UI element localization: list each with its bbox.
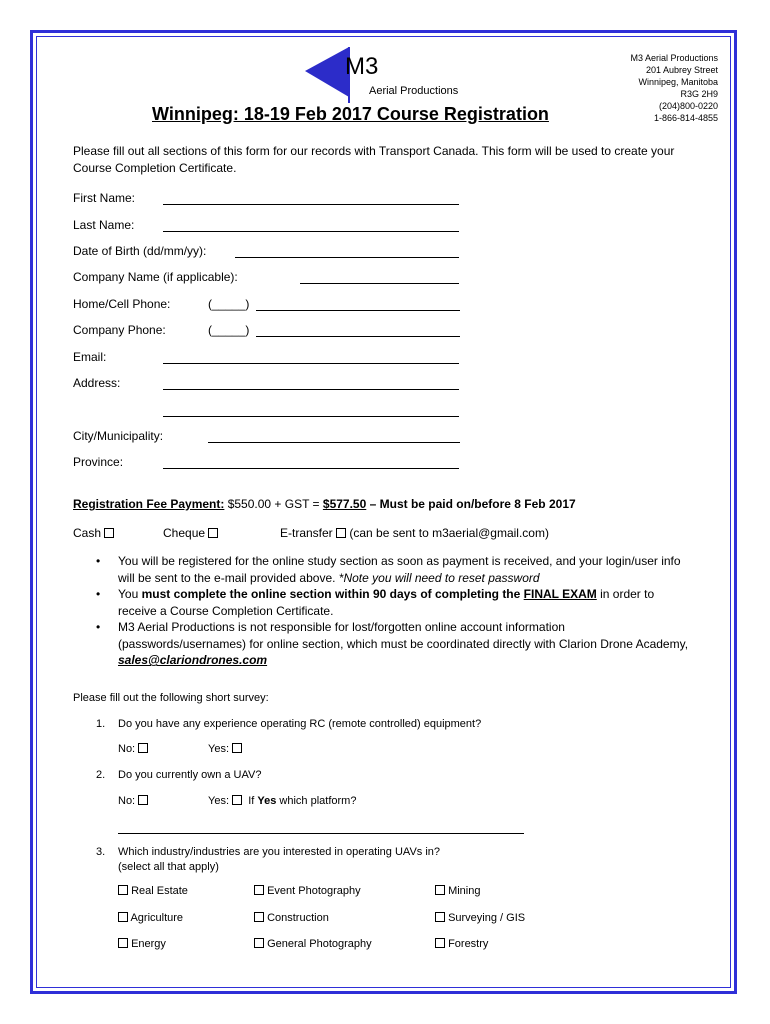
option-label: Real Estate <box>131 885 188 897</box>
option-mining[interactable] <box>435 885 480 897</box>
checkbox[interactable] <box>435 885 445 895</box>
cash-checkbox[interactable] <box>104 528 114 538</box>
logo-subtitle: Aerial Productions <box>369 85 459 97</box>
first-name-label: First Name: <box>73 191 136 205</box>
q1-yes-label: Yes: <box>208 743 230 755</box>
bullet-1-text: You will be registered for the online study section as soon as payment is received, and your login/user info will be sent to the e-mail provided above. <box>118 554 681 585</box>
checkbox[interactable] <box>118 885 128 895</box>
address-line: (204)800-0220 <box>658 101 718 111</box>
etransfer-label: E-transfer <box>280 526 333 540</box>
home-phone-label: Home/Cell Phone: <box>73 297 171 311</box>
last-name-field[interactable] <box>163 231 459 232</box>
checkbox[interactable] <box>435 938 445 948</box>
q1-no[interactable] <box>118 743 148 755</box>
bullet-3-text: M3 Aerial Productions is not responsible for lost/forgotten online account information (passwords/usernames) for online section, which must be coordinated directly with Clarion Drone Academy, <box>118 620 689 651</box>
bullet-item <box>96 586 696 619</box>
fee-label: Registration Fee Payment: <box>73 497 225 511</box>
province-field[interactable] <box>163 468 459 469</box>
address-label: Address: <box>73 376 121 390</box>
option-agriculture[interactable] <box>118 912 183 924</box>
q2-no[interactable] <box>118 795 148 807</box>
platform-field[interactable] <box>118 833 524 834</box>
option-label: General Photography <box>267 938 372 950</box>
address-field-2[interactable] <box>163 416 459 417</box>
page-title: Winnipeg: 18-19 Feb 2017 Course Registration <box>152 104 549 124</box>
city-field[interactable] <box>208 442 460 443</box>
q3-text: Which industry/industries are you interested in operating UAVs in? <box>118 846 441 858</box>
option-label: Agriculture <box>130 912 184 924</box>
fee-base: $550.00 + GST = <box>224 497 323 511</box>
q2-number: 2. <box>96 769 106 781</box>
first-name-field[interactable] <box>163 204 459 205</box>
option-label: Energy <box>131 938 166 950</box>
payment-etransfer[interactable] <box>280 526 549 540</box>
company-name-label: Company Name (if applicable): <box>73 270 238 284</box>
bullet-item <box>96 553 696 586</box>
city-label: City/Municipality: <box>73 429 164 443</box>
fee-deadline: – Must be paid on/before 8 Feb 2017 <box>366 497 576 511</box>
q3-number: 3. <box>96 846 106 858</box>
payment-cash[interactable] <box>73 526 114 540</box>
clarion-email-link[interactable]: sales@clariondrones.com <box>118 653 268 667</box>
address-line: 201 Aubrey Street <box>645 65 718 75</box>
survey-intro: Please fill out the following short survey: <box>73 692 269 704</box>
option-label: Surveying / GIS <box>448 912 526 924</box>
checkbox[interactable] <box>254 938 264 948</box>
option-surveying-gis[interactable] <box>435 912 525 924</box>
q1-yes[interactable] <box>208 743 242 755</box>
q2-yes[interactable] <box>208 795 356 807</box>
option-forestry[interactable] <box>435 938 488 950</box>
checkbox[interactable] <box>118 912 128 922</box>
intro-text: Please fill out all sections of this form for our records with Transport Canada. This form will be used to create your Course Completion Certificate. <box>73 144 675 175</box>
cheque-label: Cheque <box>163 526 206 540</box>
cash-label: Cash <box>73 526 102 540</box>
etransfer-note: (can be sent to m3aerial@gmail.com) <box>349 526 549 540</box>
option-event-photography[interactable] <box>254 885 361 897</box>
q1-number: 1. <box>96 718 106 730</box>
address-field-1[interactable] <box>163 389 459 390</box>
fee-total: $577.50 <box>322 497 367 511</box>
email-label: Email: <box>73 350 107 364</box>
checkbox[interactable] <box>435 912 445 922</box>
option-label: Event Photography <box>267 885 361 897</box>
bullet-2-bold: must complete the online section within 90 days of completing the <box>141 587 524 601</box>
address-line: M3 Aerial Productions <box>630 53 718 63</box>
q2-no-checkbox[interactable] <box>138 795 148 805</box>
address-line: Winnipeg, Manitoba <box>638 77 718 87</box>
bullet-2-rest: in order to receive a Course Completion Certificate. <box>118 587 655 618</box>
fee-line <box>73 497 576 511</box>
company-address <box>630 52 718 124</box>
province-label: Province: <box>73 455 124 469</box>
if-yes-prefix: If <box>248 795 258 807</box>
q1-text: Do you have any experience operating RC (remote controlled) equipment? <box>118 718 482 730</box>
dob-label: Date of Birth (dd/mm/yy): <box>73 244 207 258</box>
last-name-label: Last Name: <box>73 218 135 232</box>
dob-field[interactable] <box>235 257 459 258</box>
logo-mark: M3 <box>345 53 379 80</box>
bullet-2-prefix: You <box>118 587 142 601</box>
q2-text: Do you currently own a UAV? <box>118 769 262 781</box>
checkbox[interactable] <box>254 912 264 922</box>
company-phone-label: Company Phone: <box>73 323 166 337</box>
home-phone-field[interactable] <box>256 310 460 311</box>
email-field[interactable] <box>163 363 459 364</box>
bullet-item <box>96 619 696 669</box>
company-name-field[interactable] <box>300 283 459 284</box>
q2-no-label: No: <box>118 795 136 807</box>
q1-no-label: No: <box>118 743 136 755</box>
option-construction[interactable] <box>254 912 329 924</box>
address-line: R3G 2H9 <box>680 89 718 99</box>
etransfer-checkbox[interactable] <box>336 528 346 538</box>
option-label: Mining <box>448 885 481 897</box>
info-bullets <box>96 553 696 669</box>
option-real-estate[interactable] <box>118 885 188 897</box>
q2-yes-label: Yes: <box>208 795 230 807</box>
company-phone-field[interactable] <box>256 336 460 337</box>
company-logo <box>305 47 475 103</box>
if-yes-bold: Yes <box>257 795 277 807</box>
bullet-2-exam: FINAL EXAM <box>523 587 597 601</box>
option-energy[interactable] <box>118 938 166 950</box>
company-phone-area-code[interactable]: (_____) <box>208 323 250 337</box>
payment-cheque[interactable] <box>163 526 218 540</box>
option-label: Forestry <box>448 938 489 950</box>
cheque-checkbox[interactable] <box>208 528 218 538</box>
q2-yes-checkbox[interactable] <box>232 795 242 805</box>
q1-yes-checkbox[interactable] <box>232 743 242 753</box>
option-general-photography[interactable] <box>254 938 372 950</box>
q3-subtext: (select all that apply) <box>118 861 219 873</box>
option-label: Construction <box>267 912 329 924</box>
checkbox[interactable] <box>118 938 128 948</box>
q1-no-checkbox[interactable] <box>138 743 148 753</box>
if-yes-suffix: which platform? <box>276 795 357 807</box>
checkbox[interactable] <box>254 885 264 895</box>
home-phone-area-code[interactable]: (_____) <box>208 297 250 311</box>
address-line: 1-866-814-4855 <box>653 113 718 123</box>
bullet-1-note: *Note you will need to reset password <box>338 570 540 585</box>
